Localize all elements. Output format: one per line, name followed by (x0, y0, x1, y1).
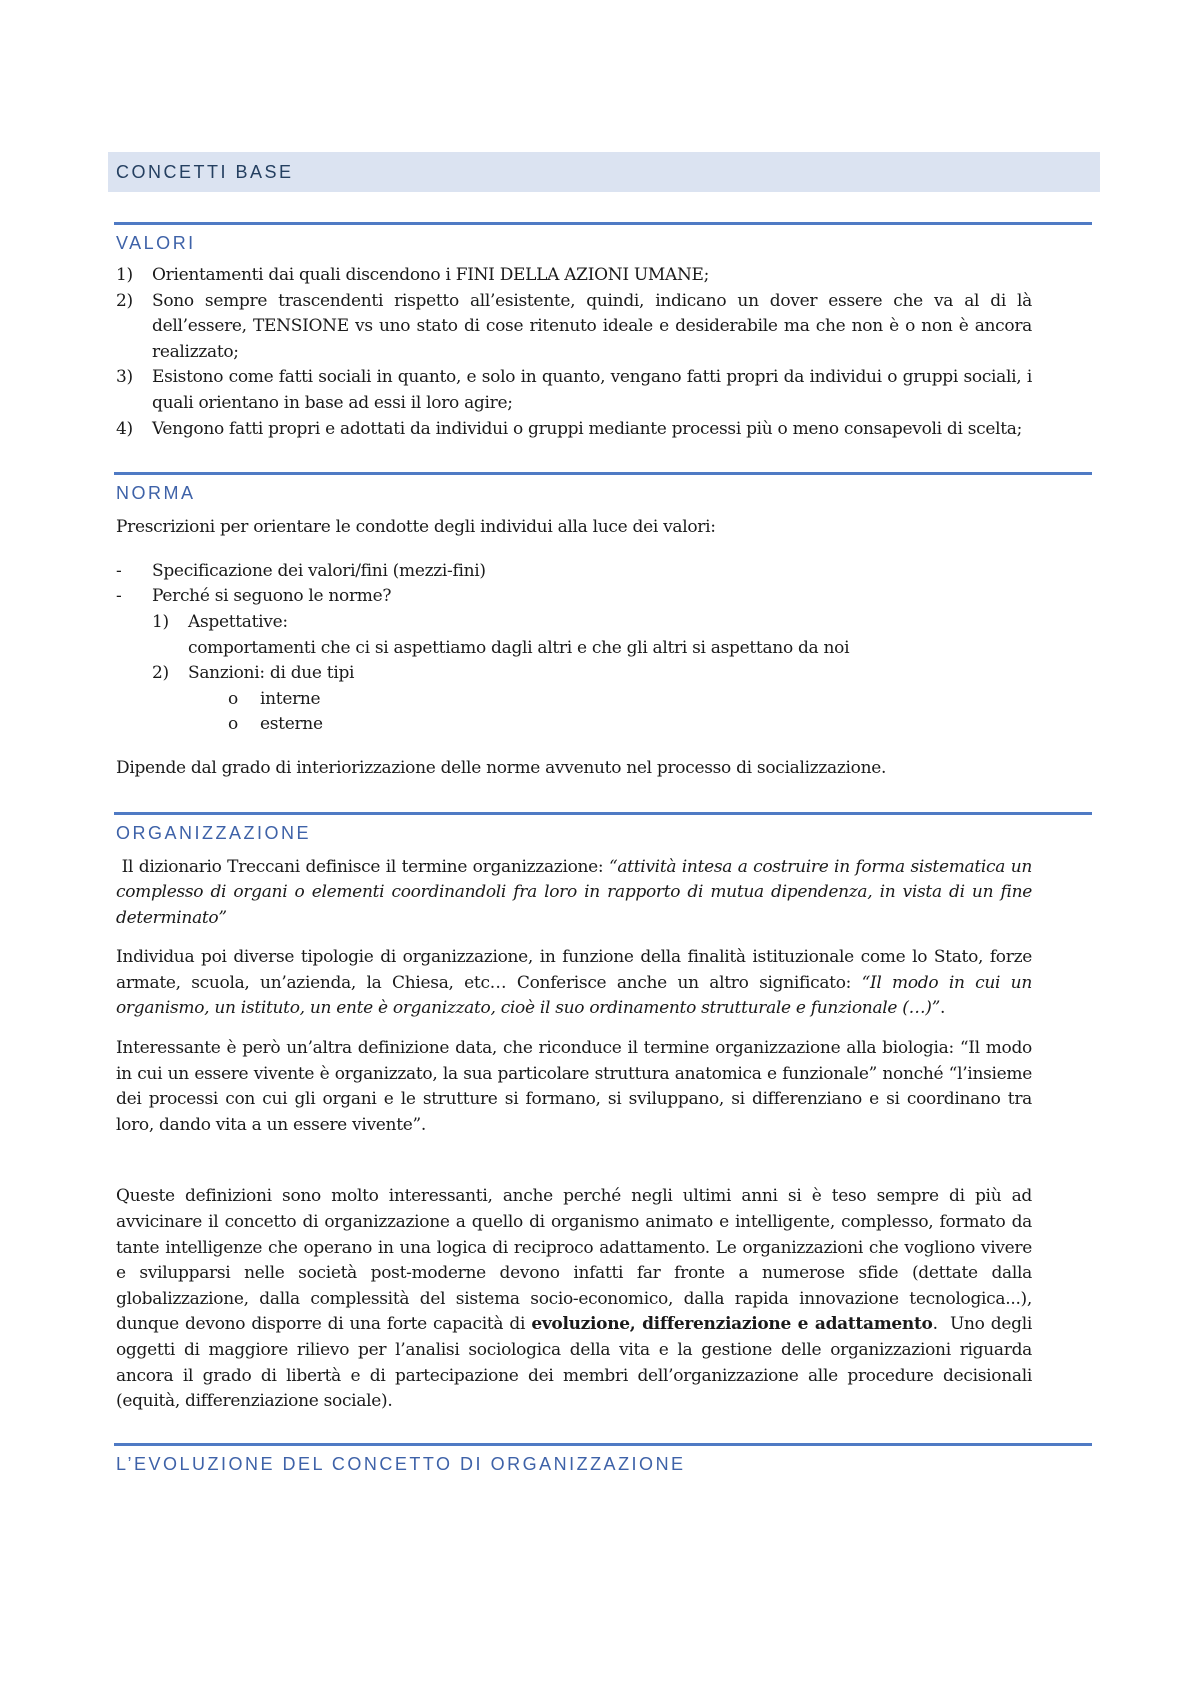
dash-marker: - (116, 586, 122, 607)
list-item-text: Esistono come fatti sociali in quanto, e solo in quanto, vengano fatti propri da individui o gruppi sociali, i quali orientano in base ad essi il loro agire; (152, 367, 1032, 413)
list-item-text: Vengono fatti propri e adottati da individui o gruppi mediante processi più o meno consapevoli di scelta; (152, 418, 1023, 439)
paragraph-text: Queste definizioni sono molto interessanti, anche perché negli ultimi anni si è teso sempre di più ad avvicinare il concetto di organizzazione a quello di organismo animato e intelligente, complesso, formato da tante intelligenze che operano in una logica di reciproco adattamento. Le organizzazioni che vogliono vivere e svilupparsi nelle società post-moderne devono infatti far fronte a numerose sfide (dettate dalla globalizzazione, dalla complessità del sistema socio-economico, dalla rapida innovazione tecnologica...), dunque devono disporre di una forte capacità di (116, 1186, 1032, 1335)
sub-item-label: Sanzioni: di due tipi (188, 663, 355, 684)
dash-item (116, 559, 1032, 585)
list-item (116, 263, 1032, 289)
numbered-list (116, 263, 1032, 442)
bullet-marker: o (228, 688, 238, 709)
bullet-item (116, 687, 1032, 713)
list-item-text: Sono sempre trascendenti rispetto all’esistente, quindi, indicano un dover essere che va al di là dell’essere, TENSIONE vs uno stato di cose ritenuto ideale e desiderabile ma che non è o non è ancora realizzato; (152, 290, 1032, 362)
section-heading: ORGANIZZAZIONE (116, 822, 312, 843)
sub-item-detail (116, 636, 1032, 662)
list-number: 3) (116, 367, 133, 388)
section-heading: NORMA (116, 483, 196, 504)
document-body (116, 152, 1038, 1476)
dash-marker: - (116, 560, 122, 581)
section-valori (116, 222, 1032, 442)
paragraph (116, 945, 1032, 1022)
section-banner: CONCETTI BASE (108, 152, 1100, 192)
paragraph-text: . Uno degli oggetti di maggiore rilievo per l’analisi sociologica della vita e la gestione delle organizzazioni riguarda ancora il grado di libertà e di partecipazione dei membri dell’organizzazione alle procedure decisionali (equità, differenziazione sociale). (116, 1314, 1038, 1412)
list-item (116, 289, 1032, 366)
list-number: 1) (116, 265, 133, 285)
paragraph (116, 855, 1032, 932)
list-number: 4) (116, 418, 133, 439)
sub-number: 2) (152, 663, 169, 684)
bullet-item (116, 712, 1032, 738)
sub-number: 1) (152, 611, 169, 632)
section-organizzazione (116, 812, 1038, 1415)
bold-text: evoluzione, differenziazione e adattamento (531, 1314, 933, 1335)
heading-rule (114, 222, 1092, 225)
heading-rule (114, 472, 1092, 475)
sub-item (116, 661, 1032, 687)
sub-item-detail-text: comportamenti che ci si aspettiamo dagli altri e che gli altri si aspettano da noi (188, 637, 850, 658)
dash-item (116, 584, 1032, 610)
section-heading: L’EVOLUZIONE DEL CONCETTO DI ORGANIZZAZIONE (116, 1453, 686, 1474)
paragraph-text: Il dizionario Treccani definisce il termine organizzazione: (116, 856, 609, 877)
bullet-text: interne (260, 688, 321, 709)
norma-intro: Prescrizioni per orientare le condotte degli individui alla luce dei valori: (116, 517, 716, 538)
list-item-text: Orientamenti dai quali discendono i FINI DELLA AZIONI UMANE; (152, 265, 710, 285)
section-norma (116, 472, 1032, 781)
sub-item-label: Aspettative: (188, 611, 288, 632)
paragraph: Interessante è però un’altra definizione data, che riconduce il termine organizzazione alla biologia: “Il modo in cui un essere vivente è organizzato, la sua particolare struttura anatomica e funzionale” nonché “l’insieme dei processi con cui gli organi e le strutture si formano, si sviluppano, si differenziano e si coordinano tra loro, dando vita a un essere vivente”. (116, 1038, 1032, 1135)
heading-rule (114, 812, 1092, 815)
bullet-marker: o (228, 714, 238, 735)
dash-item-text: Perché si seguono le norme? (152, 586, 392, 607)
heading-rule (114, 1443, 1092, 1446)
paragraph-text: . (940, 998, 946, 1019)
section-evoluzione (116, 1443, 1032, 1476)
quote-text: “Il modo in cui un organismo, un istituto, un ente è organizzato, cioè il suo ordinamento strutturale e funzionale (…)” (116, 972, 1032, 1019)
paragraph (116, 1184, 1038, 1414)
list-item (116, 417, 1032, 443)
norma-conclusion: Dipende dal grado di interiorizzazione delle norme avvenuto nel processo di socializzazione. (116, 757, 887, 778)
quote-text: “attività intesa a costruire in forma sistematica un complesso di organi o elementi coordinandoli fra loro in rapporto di mutua dipendenza, in vista di un fine determinato” (116, 856, 1032, 928)
dash-item-text: Specificazione dei valori/fini (mezzi-fini) (152, 560, 486, 581)
list-item (116, 365, 1032, 416)
paragraph-text: Individua poi diverse tipologie di organizzazione, in funzione della finalità istituzionale come lo Stato, forze armate, scuola, un’azienda, la Chiesa, etc… Conferisce anche un altro significato: (116, 947, 1032, 993)
sub-item (116, 610, 1032, 636)
list-number: 2) (116, 290, 133, 311)
section-heading: VALORI (116, 233, 196, 253)
bullet-text: esterne (260, 714, 323, 735)
